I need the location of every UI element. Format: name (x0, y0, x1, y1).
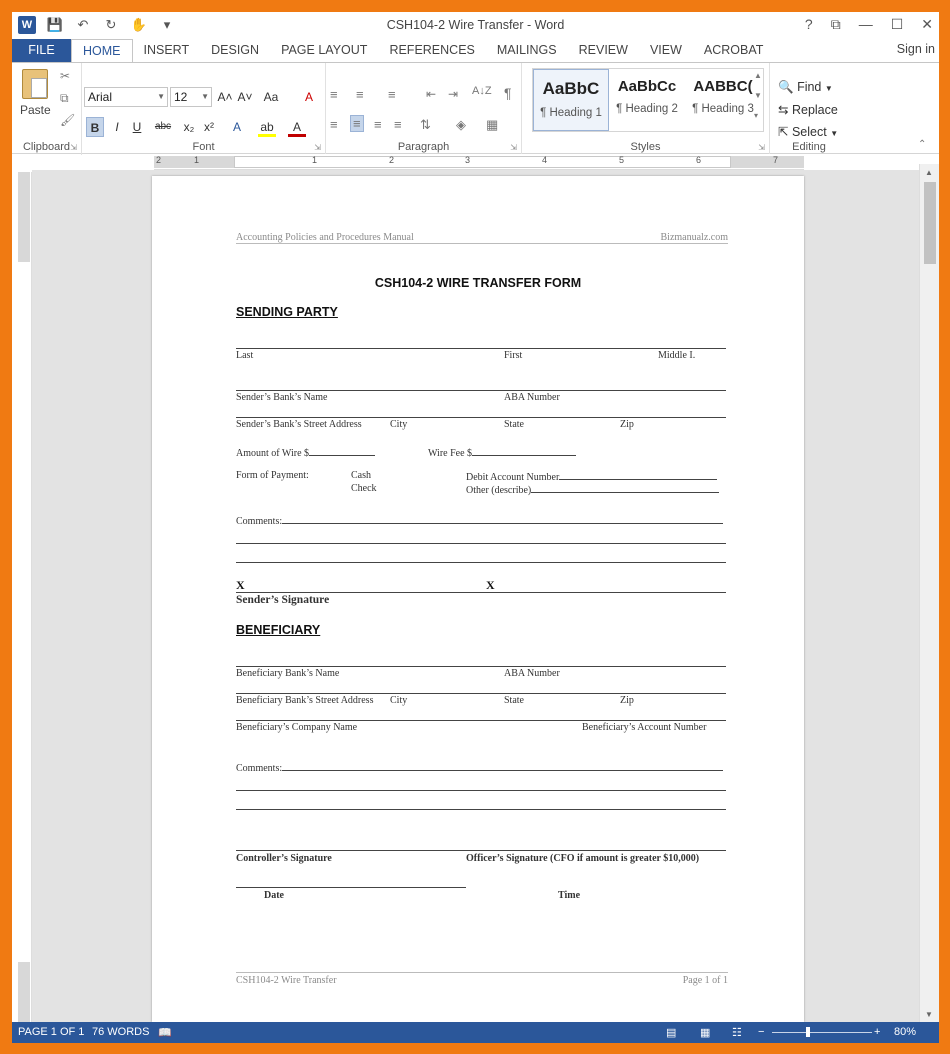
beneficiary-comments-line-2[interactable] (236, 790, 726, 791)
controller-signature-label: Controller’s Signature (236, 853, 332, 864)
style-sample: AaBbC (542, 79, 600, 98)
print-layout-icon[interactable]: ▦ (700, 1027, 711, 1039)
page-count-status[interactable]: PAGE 1 OF 1 (18, 1026, 85, 1038)
line-spacing-icon[interactable]: ⇅ (420, 117, 431, 132)
text-effects-button[interactable]: A (232, 120, 241, 134)
ruler-number: 4 (542, 155, 548, 165)
other-describe-label: Other (describe) (466, 485, 532, 496)
middle-label: Middle I. (658, 350, 696, 361)
bold-button[interactable]: B (86, 117, 104, 137)
ruler-number: 5 (619, 155, 625, 165)
styles-launcher-icon[interactable]: ⇲ (758, 143, 765, 152)
comments-label: Comments: (236, 516, 283, 527)
beneficiary-bank-name-label: Beneficiary Bank’s Name (236, 668, 340, 679)
save-icon[interactable]: 💾 (46, 17, 64, 32)
document-title: CSH104-2 Wire Transfer - Word (386, 18, 565, 32)
sender-street-label: Sender’s Bank’s Street Address (236, 419, 362, 430)
sender-bank-line[interactable] (236, 390, 726, 391)
find-icon: 🔍 (778, 80, 794, 94)
styles-more-icon[interactable]: ▾ (754, 111, 759, 120)
maximize-button[interactable]: ☐ (890, 16, 904, 32)
beneficiary-state-label: State (504, 695, 524, 706)
footer-right: Page 1 of 1 (682, 975, 728, 986)
beneficiary-street-label: Beneficiary Bank’s Street Address (236, 695, 374, 706)
beneficiary-city-label: City (390, 695, 408, 706)
tab-insert[interactable]: INSERT (143, 43, 190, 57)
beneficiary-comments-blank[interactable] (282, 761, 723, 771)
styles-label: Styles (630, 141, 661, 153)
comments-line-2[interactable] (236, 543, 726, 544)
date-label: Date (264, 890, 284, 901)
sender-city-label: City (390, 419, 408, 430)
collapse-ribbon-icon[interactable]: ⌃ (918, 139, 927, 150)
sender-bank-name-label: Sender’s Bank’s Name (236, 392, 328, 403)
shrink-font-button[interactable]: A˅ (237, 90, 253, 104)
beneficiary-comments-label: Comments: (236, 763, 283, 774)
beneficiary-heading: BENEFICIARY (236, 623, 321, 637)
help-button[interactable]: ? (804, 16, 813, 32)
sender-aba-label: ABA Number (504, 392, 560, 403)
beneficiary-aba-label: ABA Number (504, 668, 560, 679)
signature-x-2: X (486, 578, 495, 592)
increase-indent-icon[interactable]: ⇥ (448, 87, 459, 101)
ribbon (12, 62, 939, 154)
tab-home[interactable]: HOME (71, 39, 133, 64)
redo-icon[interactable]: ↻ (105, 17, 117, 32)
bullets-icon[interactable]: ≡ (330, 87, 338, 102)
italic-button[interactable]: I (115, 120, 119, 134)
chevron-down-icon: ▼ (824, 84, 833, 93)
ribbon-tabs (12, 39, 939, 63)
align-left-icon[interactable]: ≡ (330, 117, 338, 132)
clipboard-launcher-icon[interactable]: ⇲ (70, 143, 77, 152)
header-left: Accounting Policies and Procedures Manual (236, 232, 414, 243)
show-formatting-icon[interactable]: ¶ (504, 85, 512, 101)
font-color-button[interactable]: A (288, 117, 306, 137)
name-line[interactable] (236, 348, 726, 349)
styles-scroll-down-icon[interactable]: ▼ (754, 91, 762, 100)
clipboard-group (12, 63, 82, 155)
ruler-number: 2 (389, 155, 395, 165)
ruler-number: 7 (773, 155, 779, 165)
beneficiary-bank-line[interactable] (236, 666, 726, 667)
replace-icon: ⇆ (778, 103, 789, 117)
word-window (12, 12, 939, 1043)
find-button[interactable] (778, 80, 833, 95)
scroll-down-icon[interactable]: ▼ (925, 1010, 933, 1019)
find-label: Find (797, 80, 822, 94)
sign-in-link[interactable]: Sign in (896, 42, 935, 56)
paste-button[interactable]: Paste (20, 103, 51, 117)
paste-icon[interactable] (22, 69, 48, 99)
align-center-icon[interactable]: ≡ (350, 115, 364, 132)
align-right-icon[interactable]: ≡ (374, 117, 382, 132)
sender-zip-label: Zip (620, 419, 634, 430)
ruler-number: 1 (312, 155, 318, 165)
tab-file[interactable]: FILE (12, 39, 71, 63)
ruler-top-margin (18, 172, 30, 262)
highlight-button[interactable]: ab (258, 117, 276, 137)
font-group (82, 63, 326, 155)
scrollbar-thumb[interactable] (924, 182, 936, 264)
font-label: Font (192, 141, 215, 153)
ruler-right-margin (731, 156, 804, 168)
styles-scroll-up-icon[interactable]: ▲ (754, 71, 762, 80)
borders-icon[interactable]: ▦ (486, 117, 499, 132)
other-describe-field[interactable] (466, 483, 719, 496)
copy-icon[interactable]: ⧉ (60, 91, 69, 105)
cut-icon[interactable]: ✂ (60, 69, 71, 83)
undo-icon[interactable]: ↶ (77, 17, 89, 32)
justify-icon[interactable]: ≡ (394, 117, 402, 132)
ruler-number: 6 (696, 155, 702, 165)
debit-account-field[interactable] (466, 470, 717, 483)
beneficiary-comments-line-3[interactable] (236, 809, 726, 810)
vertical-scrollbar[interactable] (919, 164, 939, 1022)
beneficiary-zip-label: Zip (620, 695, 634, 706)
comments-blank[interactable] (282, 514, 723, 524)
editing-label: Editing (792, 141, 826, 153)
paragraph-label: Paragraph (397, 141, 450, 153)
multilevel-list-icon[interactable]: ≡ (388, 87, 396, 102)
zoom-in-icon[interactable]: + (874, 1026, 881, 1038)
beneficiary-company-label: Beneficiary’s Company Name (236, 722, 358, 733)
officer-signature-label: Officer’s Signature (CFO if amount is greater $10,000) (466, 853, 700, 864)
font-name-combo[interactable] (84, 87, 168, 107)
select-label: Select (791, 125, 827, 139)
header-right: Bizmanualz.com (660, 232, 728, 243)
document-page[interactable] (152, 176, 804, 1022)
approval-signature-line[interactable] (236, 850, 726, 851)
form-title: CSH104-2 WIRE TRANSFER FORM (374, 276, 582, 290)
underline-button[interactable]: U (132, 120, 142, 134)
ruler-number: 2 (156, 155, 162, 165)
date-line[interactable] (236, 887, 466, 888)
tab-design[interactable]: DESIGN (211, 43, 260, 57)
ruler-text-area (234, 156, 731, 168)
sender-state-label: State (504, 419, 524, 430)
font-launcher-icon[interactable]: ⇲ (314, 143, 321, 152)
ribbon-display-options-button[interactable]: ⧉ (830, 16, 841, 32)
chevron-down-icon: ▼ (157, 92, 165, 101)
style-name: ¶ Heading 2 (616, 103, 678, 115)
sender-address-line[interactable] (236, 417, 726, 418)
beneficiary-comments-field[interactable] (236, 761, 723, 774)
minimize-button[interactable]: — (858, 16, 873, 32)
time-label: Time (558, 890, 581, 901)
wire-fee-field[interactable] (428, 446, 576, 459)
scroll-up-icon[interactable]: ▲ (925, 168, 933, 177)
numbering-icon[interactable]: ≡ (356, 87, 364, 102)
sending-party-heading: SENDING PARTY (236, 305, 338, 319)
strikethrough-button[interactable]: abc (154, 121, 172, 132)
select-button[interactable] (778, 124, 838, 139)
style-heading-2[interactable] (609, 69, 685, 131)
tab-page-layout[interactable]: PAGE LAYOUT (281, 43, 368, 57)
debit-account-label: Debit Account Number (466, 472, 560, 483)
font-name-value: Arial (88, 90, 113, 104)
touch-mode-icon[interactable]: ✋ (130, 17, 148, 32)
first-label: First (504, 350, 523, 361)
tab-mailings[interactable]: MAILINGS (496, 43, 557, 57)
ruler-number: 1 (194, 155, 200, 165)
ruler-bottom-margin (18, 962, 30, 1022)
style-name: ¶ Heading 1 (540, 107, 602, 119)
sort-icon[interactable]: A↓Z (472, 85, 492, 97)
status-bar (12, 1022, 939, 1043)
tab-references[interactable]: REFERENCES (389, 43, 475, 57)
title-bar (12, 12, 939, 39)
change-case-button[interactable]: Aa (263, 90, 279, 104)
font-size-combo[interactable] (170, 87, 212, 107)
page-footer (236, 972, 728, 986)
font-size-value: 12 (174, 90, 188, 104)
signature-line[interactable] (236, 592, 726, 593)
style-heading-3[interactable] (685, 69, 761, 131)
check-option[interactable]: Check (351, 483, 377, 494)
zoom-out-icon[interactable]: − (758, 1026, 765, 1038)
last-label: Last (236, 350, 254, 361)
subscript-button[interactable]: x₂ (183, 120, 195, 134)
ruler-number: 3 (465, 155, 471, 165)
other-describe-blank[interactable] (531, 483, 719, 493)
word-app-icon[interactable]: W (18, 16, 36, 34)
select-icon: ⇱ (778, 125, 789, 139)
chevron-down-icon: ▼ (830, 129, 839, 138)
zoom-level[interactable]: 80% (894, 1026, 917, 1038)
close-button[interactable]: ✕ (921, 16, 933, 32)
comments-line-3[interactable] (236, 562, 726, 563)
superscript-button[interactable]: x² (204, 120, 214, 134)
signature-x-1: X (236, 578, 245, 592)
chevron-down-icon: ▼ (201, 92, 209, 101)
tab-acrobat[interactable]: ACROBAT (703, 43, 764, 57)
word-count-status[interactable]: 76 WORDS (92, 1026, 150, 1038)
web-layout-icon[interactable]: ☷ (732, 1027, 742, 1039)
beneficiary-company-line[interactable] (236, 720, 726, 721)
decrease-indent-icon[interactable]: ⇤ (426, 87, 437, 101)
cash-option[interactable]: Cash (351, 470, 371, 481)
senders-signature-label: Sender’s Signature (236, 594, 330, 606)
shading-icon[interactable]: ◈ (456, 117, 466, 132)
proofing-icon[interactable]: 📖 (158, 1027, 172, 1039)
clipboard-label: Clipboard (22, 141, 71, 153)
zoom-slider[interactable] (772, 1032, 872, 1033)
replace-label: Replace (791, 103, 838, 117)
beneficiary-account-label: Beneficiary’s Account Number (582, 722, 707, 733)
paragraph-group (326, 63, 522, 155)
amount-of-wire-label: Amount of Wire $ (236, 448, 310, 459)
style-sample: AaBbCc (617, 78, 677, 95)
comments-field[interactable] (236, 514, 723, 527)
styles-gallery (532, 68, 764, 132)
tab-review[interactable]: REVIEW (578, 43, 628, 57)
tab-view[interactable]: VIEW (649, 43, 682, 57)
style-heading-1[interactable] (533, 69, 609, 131)
style-name: ¶ Heading 3 (692, 103, 754, 115)
form-of-payment-label: Form of Payment: (236, 470, 309, 481)
zoom-slider-thumb[interactable] (806, 1027, 810, 1037)
format-painter-icon[interactable]: 🖌 (60, 113, 76, 127)
paragraph-launcher-icon[interactable]: ⇲ (510, 143, 517, 152)
amount-blank[interactable] (309, 446, 375, 456)
page-header (236, 232, 728, 244)
grow-font-button[interactable]: A˄ (217, 90, 233, 104)
beneficiary-address-line[interactable] (236, 693, 726, 694)
debit-account-blank[interactable] (559, 470, 717, 480)
horizontal-ruler[interactable] (154, 154, 804, 170)
wire-fee-label: Wire Fee $ (428, 448, 473, 459)
footer-left: CSH104-2 Wire Transfer (236, 975, 337, 986)
clear-formatting-button[interactable]: A (304, 90, 313, 104)
vertical-ruler[interactable] (16, 172, 32, 1022)
amount-of-wire-field[interactable] (236, 446, 375, 459)
read-mode-icon[interactable]: ▤ (666, 1027, 677, 1039)
style-sample: AABBC( (693, 78, 753, 95)
customize-qat-icon[interactable]: ▾ (163, 17, 171, 32)
wire-fee-blank[interactable] (472, 446, 576, 456)
replace-button[interactable] (778, 102, 838, 117)
